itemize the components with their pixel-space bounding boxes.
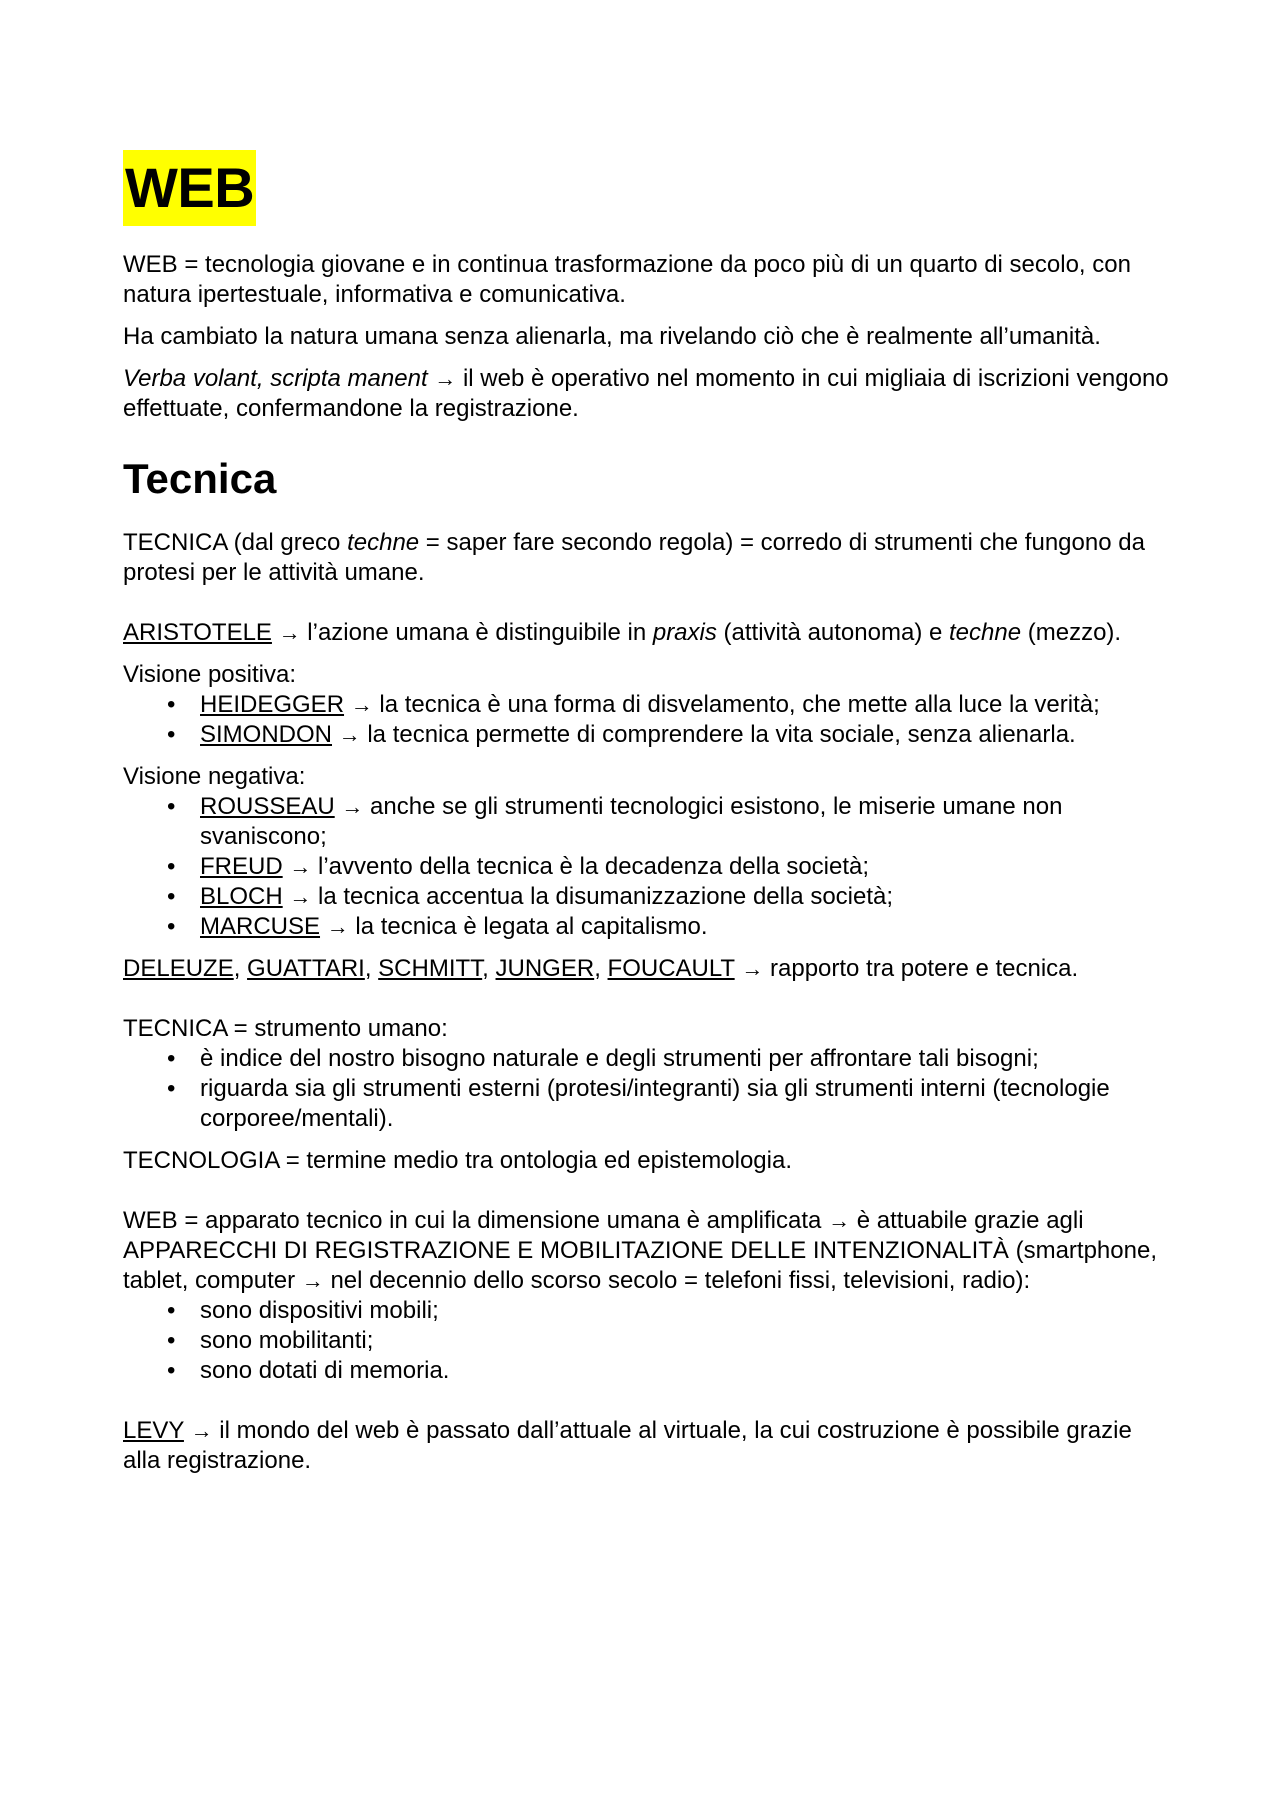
paragraph bbox=[123, 1206, 1173, 1296]
arrow-icon: → bbox=[301, 1268, 324, 1293]
arrow-icon: → bbox=[341, 794, 364, 819]
separator: , bbox=[233, 955, 248, 982]
arrow-icon: → bbox=[338, 722, 361, 747]
author-name: GUATTARI bbox=[247, 955, 365, 982]
arrow-icon: → bbox=[326, 914, 349, 939]
author-name: DELEUZE bbox=[123, 955, 234, 982]
paragraph: TECNOLOGIA = termine medio tra ontologia ed epistemologia. bbox=[123, 1147, 792, 1174]
arrow-icon: → bbox=[350, 692, 373, 717]
page-title: WEB bbox=[123, 150, 256, 226]
list-item bbox=[200, 690, 1173, 720]
text: = saper fare secondo regola) = corredo di strumenti che fungono da protesi per le attività umane. bbox=[123, 529, 1145, 586]
text: è attuabile grazie agli APPARECCHI DI REGISTRAZIONE E MOBILITAZIONE DELLE INTENZIONALITÀ (smartphone, tablet, computer bbox=[123, 1207, 1157, 1294]
bullet-list bbox=[123, 1044, 1173, 1134]
author-name: ARISTOTELE bbox=[123, 619, 272, 646]
paragraph bbox=[123, 322, 1173, 352]
text: (mezzo). bbox=[1021, 619, 1122, 646]
text: la tecnica è legata al capitalismo. bbox=[355, 913, 708, 940]
separator: , bbox=[482, 955, 496, 982]
text: rapporto tra potere e tecnica. bbox=[770, 955, 1079, 982]
text: l’azione umana è distinguibile in bbox=[307, 619, 653, 646]
list-item bbox=[200, 720, 1173, 750]
list-item bbox=[200, 792, 1173, 852]
text: la tecnica permette di comprendere la vita sociale, senza alienarla. bbox=[367, 721, 1076, 748]
author-name: SIMONDON bbox=[200, 721, 332, 748]
separator: , bbox=[364, 955, 379, 982]
author-name: FOUCAULT bbox=[607, 955, 735, 982]
text: il mondo del web è passato dall’attuale al virtuale, la cui costruzione è possibile grazie alla registrazione. bbox=[123, 1417, 1132, 1474]
list-item bbox=[200, 852, 1173, 882]
author-name: LEVY bbox=[123, 1417, 184, 1444]
text: WEB = tecnologia giovane e in continua trasformazione da poco più di un quarto di secolo, con natura ipertestuale, informativa e comunicativa. bbox=[123, 251, 1131, 308]
arrow-icon: → bbox=[828, 1208, 851, 1233]
section-title: Tecnica bbox=[123, 455, 277, 502]
arrow-icon: → bbox=[190, 1418, 213, 1443]
list-label: Visione negativa: bbox=[123, 763, 306, 790]
text: praxis bbox=[652, 619, 717, 646]
text: la tecnica accentua la disumanizzazione della società; bbox=[318, 883, 894, 910]
separator: , bbox=[594, 955, 608, 982]
arrow-icon: → bbox=[741, 956, 764, 981]
list-label: TECNICA = strumento umano: bbox=[123, 1015, 448, 1042]
text: l’avvento della tecnica è la decadenza della società; bbox=[318, 853, 870, 880]
text: techne bbox=[949, 619, 1022, 646]
author-name: MARCUSE bbox=[200, 913, 321, 940]
list-item: • sono dispositivi mobili; bbox=[200, 1296, 1173, 1326]
arrow-icon: → bbox=[289, 854, 312, 879]
list-item: • è indice del nostro bisogno naturale e degli strumenti per affrontare tali bisogni; bbox=[200, 1044, 1173, 1074]
text: techne bbox=[347, 529, 420, 556]
paragraph bbox=[123, 528, 1173, 588]
author-name: SCHMITT bbox=[378, 955, 483, 982]
arrow-icon: → bbox=[434, 366, 457, 391]
paragraph bbox=[123, 1416, 1173, 1476]
paragraph bbox=[123, 954, 1173, 984]
author-name: ROUSSEAU bbox=[200, 793, 335, 820]
list-label: Visione positiva: bbox=[123, 661, 296, 688]
text: TECNICA (dal greco bbox=[123, 529, 348, 556]
text: anche se gli strumenti tecnologici esistono, le miserie umane non svaniscono; bbox=[200, 793, 1063, 850]
text: il web è operativo nel momento in cui migliaia di iscrizioni vengono effettuate, confermandone la registrazione. bbox=[123, 365, 1169, 422]
text: Ha cambiato la natura umana senza alienarla, ma rivelando ciò che è realmente all’umanità. bbox=[123, 323, 1101, 350]
text: (attività autonoma) e bbox=[716, 619, 949, 646]
arrow-icon: → bbox=[289, 884, 312, 909]
document-page bbox=[123, 150, 1173, 1488]
bullet-list bbox=[123, 690, 1173, 750]
list-item: • riguarda sia gli strumenti esterni (protesi/integranti) sia gli strumenti interni (tecnologie corporee/mentali). bbox=[200, 1074, 1173, 1134]
list-item: • sono dotati di memoria. bbox=[200, 1356, 1173, 1386]
text: nel decennio dello scorso secolo = telefoni fissi, televisioni, radio): bbox=[330, 1267, 1031, 1294]
text: WEB = apparato tecnico in cui la dimensione umana è amplificata bbox=[123, 1207, 822, 1234]
paragraph bbox=[123, 618, 1173, 648]
bullet-list bbox=[123, 792, 1173, 942]
author-name: JUNGER bbox=[495, 955, 595, 982]
author-name: HEIDEGGER bbox=[200, 691, 345, 718]
arrow-icon: → bbox=[278, 620, 301, 645]
list-item: • sono mobilitanti; bbox=[200, 1326, 1173, 1356]
text: la tecnica è una forma di disvelamento, che mette alla luce la verità; bbox=[379, 691, 1100, 718]
bullet-list bbox=[123, 1296, 1173, 1386]
paragraph bbox=[123, 364, 1173, 424]
author-name: FREUD bbox=[200, 853, 283, 880]
list-item bbox=[200, 882, 1173, 912]
list-item bbox=[200, 912, 1173, 942]
paragraph bbox=[123, 250, 1173, 310]
latin-quote: Verba volant, scripta manent bbox=[123, 365, 428, 392]
author-name: BLOCH bbox=[200, 883, 283, 910]
